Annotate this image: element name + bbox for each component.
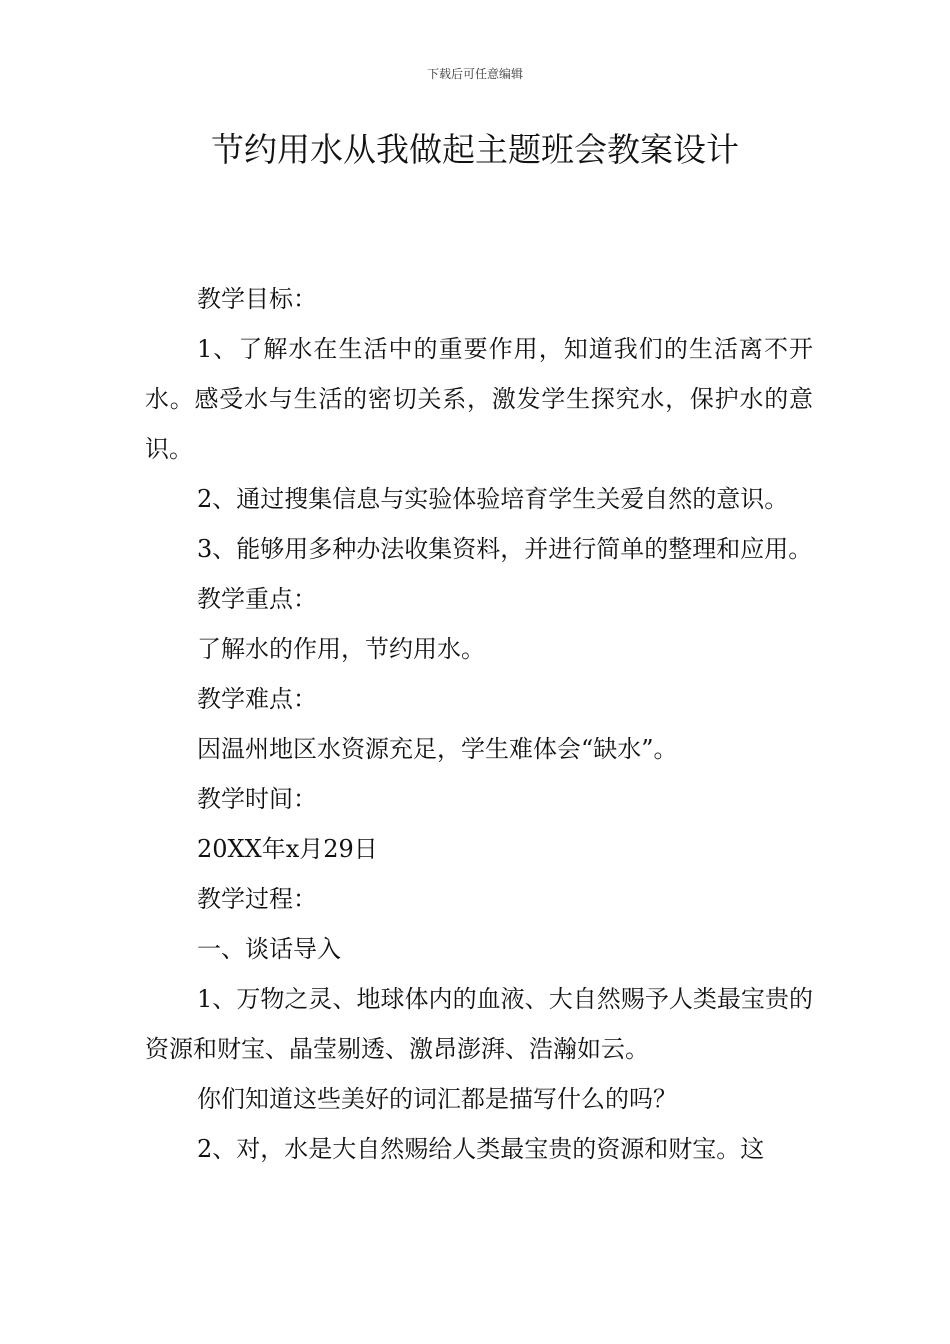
paragraph-section-1-item-1: 1、万物之灵、地球体内的血液、大自然赐予人类最宝贵的资源和财宝、晶莹剔透、激昂澎湃、浩瀚如云。: [145, 985, 813, 1063]
paragraph-goal-3: 3、能够用多种办法收集资料，并进行简单的整理和应用。: [197, 535, 813, 563]
paragraph-time: 20XX年x月29日: [197, 835, 378, 863]
paragraph-time-heading: 教学时间：: [197, 785, 317, 813]
paragraph-key-points: 了解水的作用，节约用水。: [197, 635, 485, 663]
document-body: [145, 274, 813, 1174]
document-title: 节约用水从我做起主题班会教案设计: [211, 130, 739, 169]
header-note: 下载后可任意编辑: [426, 67, 523, 81]
paragraph-teaching-goals-heading: 教学目标：: [197, 285, 317, 313]
paragraph-goal-2: 2、通过搜集信息与实验体验培育学生关爱自然的意识。: [197, 485, 789, 513]
paragraph-difficulty: 因温州地区水资源充足，学生难体会“缺水”。: [197, 735, 678, 763]
paragraph-key-points-heading: 教学重点：: [197, 585, 317, 613]
paragraph-section-1-item-2: 2、对，水是大自然赐给人类最宝贵的资源和财宝。这: [197, 1135, 765, 1163]
paragraph-goal-1: 1、了解水在生活中的重要作用，知道我们的生活离不开水。感受水与生活的密切关系，激发学生探究水，保护水的意识。: [145, 335, 813, 463]
paragraph-section-1-heading: 一、谈话导入: [197, 935, 341, 963]
paragraph-process-heading: 教学过程：: [197, 885, 317, 913]
paragraph-difficulty-heading: 教学难点：: [197, 685, 317, 713]
paragraph-section-1-question: 你们知道这些美好的词汇都是描写什么的吗？: [197, 1085, 677, 1113]
